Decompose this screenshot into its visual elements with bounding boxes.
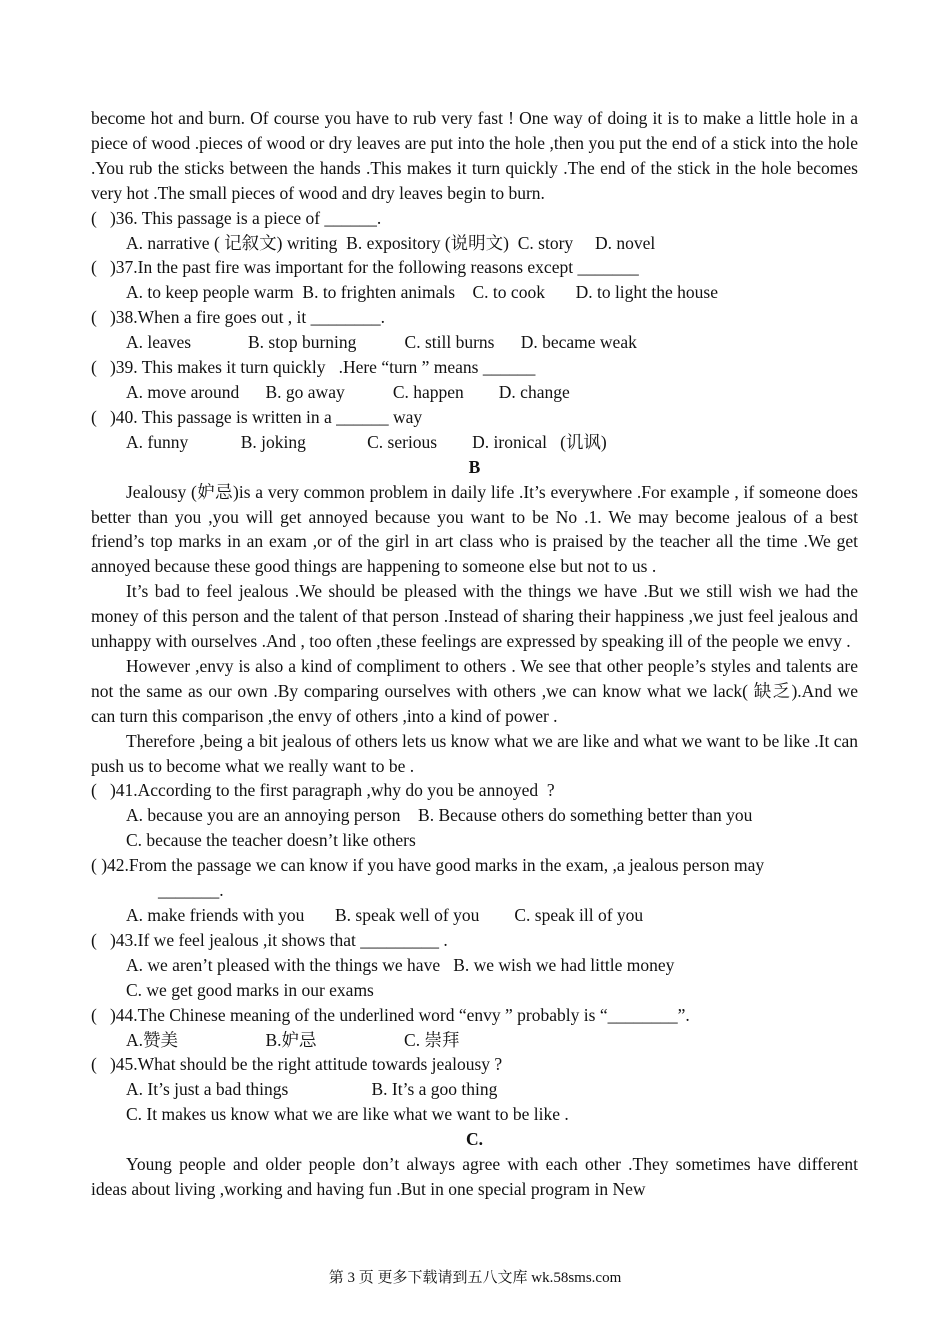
question-39-options: A. move around B. go away C. happen D. change [126,381,570,402]
question-36: ( )36. This passage is a piece of ______. [91,207,382,228]
question-39: ( )39. This makes it turn quickly .Here “turn ” means ______ [91,357,536,378]
question-36-options: A. narrative ( 记叙文) writing B. expository (说明文) C. story D. novel [126,232,656,253]
question-37-options: A. to keep people warm B. to frighten animals C. to cook D. to light the house [126,282,718,303]
question-43-option-line-1: A. we aren’t pleased with the things we have B. we wish we had little money [126,954,675,975]
section-b-heading: B [468,456,481,477]
passage-b-paragraph: It’s bad to feel jealous .We should be pleased with the things we have .But we still wish we had the money of this person and the talent of that person .Instead of sharing their happiness ,we just feel jealous and unhappy with ourselves .And , too often ,these feelings are expressed by speaking ill of the people we envy . [91,581,858,652]
passage-b-paragraph: However ,envy is also a kind of compliment to others . We see that other people’s styles and talents are not the same as our own .By comparing ourselves with others ,we can know what we lack( 缺乏).And we can turn this comparison ,the envy of others ,into a kind of power . [91,655,858,726]
passage-c-paragraph: Young people and older people don’t always agree with each other .They sometimes have different ideas about living ,working and having fun .But in one special program in New [91,1154,858,1199]
question-42: ( )42.From the passage we can know if you have good marks in the exam, ,a jealous person may [91,855,765,876]
question-40-options: A. funny B. joking C. serious D. ironical (讥讽) [126,431,607,452]
question-41: ( )41.According to the first paragraph ,why do you be annoyed ? [91,780,555,801]
question-45-option-line-1: A. It’s just a bad things B. It’s a goo thing [126,1079,498,1100]
question-42-options: A. make friends with you B. speak well of you C. speak ill of you [126,905,644,925]
passage-a-continuation: become hot and burn. Of course you have to rub very fast ! One way of doing it is to make a little hole in a piece of wood .pieces of wood or dry leaves are put into the hole ,then you put the end of a stick into the hole .You rub the sticks between the hands .This makes it turn quickly .The end of the stick in the hole becomes very hot .The small pieces of wood and dry leaves begin to burn. [91,108,858,203]
question-44-options: A.赞美 B.妒忌 C. 崇拜 [126,1029,460,1050]
page-footer: 第 3 页 更多下载请到五八文库 wk.58sms.com [328,1270,622,1286]
question-43: ( )43.If we feel jealous ,it shows that _________ . [91,929,448,950]
question-44: ( )44.The Chinese meaning of the underlined word “envy ” probably is “________”. [91,1004,690,1025]
question-43-option-line-2: C. we get good marks in our exams [126,979,374,1000]
document-page [91,106,858,1202]
question-41-option-line-2: C. because the teacher doesn’t like others [126,830,416,851]
question-45-option-line-2: C. It makes us know what we are like what we want to be like . [126,1104,569,1125]
question-38-options: A. leaves B. stop burning C. still burns D. became weak [126,332,637,353]
question-41-option-line-1: A. because you are an annoying person B. Because others do something better than you [126,805,753,826]
question-42-blank: _______. [158,880,224,901]
section-c-heading: C. [465,1129,483,1150]
question-45: ( )45.What should be the right attitude towards jealousy ? [91,1054,503,1075]
question-38: ( )38.When a fire goes out , it ________. [91,307,386,328]
question-40: ( )40. This passage is written in a ______ way [91,406,423,427]
passage-b-paragraph: Jealousy (妒忌)is a very common problem in daily life .It’s everywhere .For example , if someone does better than you ,you will get annoyed because you want to be No .1. We may become jealous of a best friend’s top marks in an exam ,or of the girl in art class who is praised by the teacher all the time .We get annoyed because these good things are happening to someone else but not to us . [91,481,858,577]
passage-b-paragraph: Therefore ,being a bit jealous of others lets us know what we are like and what we want to be like .It can push us to become what we really want to be . [91,730,858,776]
question-37: ( )37.In the past fire was important for the following reasons except _______ [91,257,639,278]
